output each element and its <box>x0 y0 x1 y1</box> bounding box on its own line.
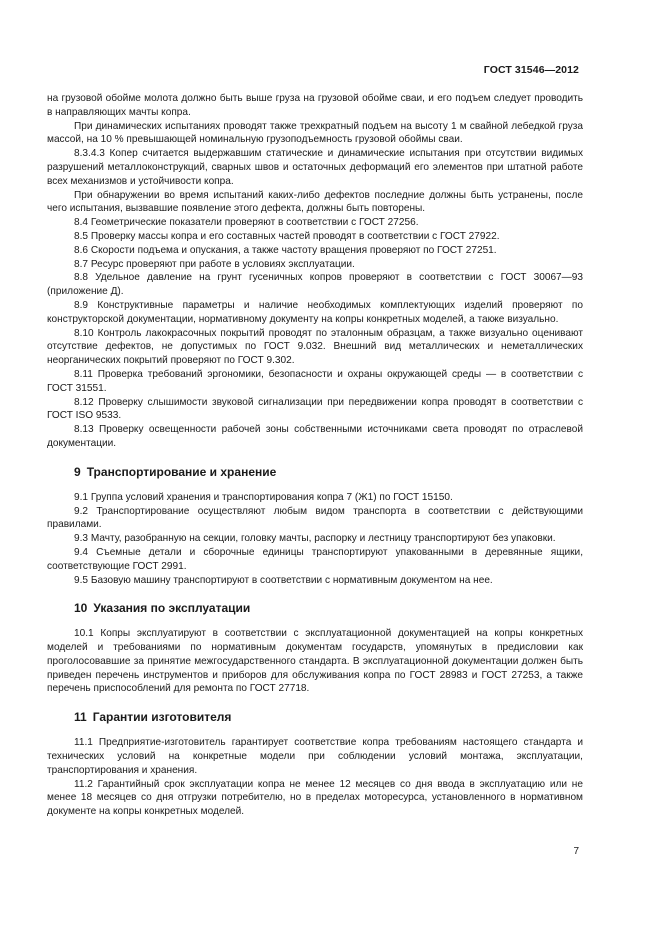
paragraph: 11.2 Гарантийный срок эксплуатации копра не менее 12 месяцев со дня ввода в эксплуатацию или не менее 18 месяцев со дня отгрузки потребителю, но в пределах моторесурса, установленного в нормативном документе на копры конкретных моделей. <box>47 778 583 818</box>
paragraph: 11.1 Предприятие-изготовитель гарантирует соответствие копра требованиям настоящего стандарта и технических условий на конкретные модели при соблюдении условий монтажа, эксплуатации, транспортирования и хранения. <box>47 737 583 776</box>
paragraph: 8.3.4.3 Копер считается выдержавшим статические и динамические испытания при отсутствии видимых разрушений металлоконструкций, сварных швов и остаточных деформаций его элементов при штатной работе всех механизмов и устойчивости копра. <box>47 148 583 187</box>
paragraph: на грузовой обойме молота должно быть выше груза на грузовой обойме сваи, и его подъем следует проводить в направляющих мачты копра. <box>47 93 583 118</box>
document-header: ГОСТ 31546—2012 <box>483 64 579 76</box>
paragraph: 9.1 Группа условий хранения и транспортирования копра 7 (Ж1) по ГОСТ 15150. <box>74 491 453 503</box>
section-number: 11 <box>74 710 87 725</box>
section-number: 9 <box>74 464 81 479</box>
section-number: 10 <box>74 601 88 616</box>
paragraph: 9.2 Транспортирование осуществляют любым видом транспорта в соответствии с действующими правилами. <box>47 505 583 531</box>
paragraph: При динамических испытаниях проводят также трехкратный подъем на высоту 1 м свайной лебедкой груза массой, на 10 % превышающей номинальную грузоподъемность грузовой обоймы сваи. <box>47 120 583 146</box>
paragraph: 8.7 Ресурс проверяют при работе в условиях эксплуатации. <box>74 258 355 270</box>
document-body <box>47 92 583 819</box>
paragraph: 9.3 Мачту, разобранную на секции, головку мачты, распорку и лестницу транспортируют без упаковки. <box>74 533 556 545</box>
section-heading-9 <box>47 465 583 479</box>
section-title: Указания по эксплуатации <box>93 601 251 616</box>
paragraph: 10.1 Копры эксплуатируют в соответствии с эксплуатационной документацией на копры конкретных моделей и требованиями по нормативным документам государств, упомянутых в предисловии как проголосовавшие за принятие межгосударственного стандарта. В эксплуатационной документации должен быть приведен перечень инструментов и приборов для обслуживания копра по ГОСТ 28983 и ГОСТ 27253, а также перечень приспособлений для ремонта по ГОСТ 27718. <box>47 628 583 695</box>
paragraph: 8.11 Проверка требований эргономики, безопасности и охраны окружающей среды — в соответствии с ГОСТ 31551. <box>47 368 583 394</box>
page-number: 7 <box>573 846 579 857</box>
paragraph: 9.5 Базовую машину транспортируют в соответствии с нормативным документом на нее. <box>74 574 493 586</box>
paragraph: 8.9 Конструктивные параметры и наличие необходимых комплектующих изделий проверяют по конструкторской документации, нормативному документу на копры конкретных моделей, а также визуально. <box>47 299 583 325</box>
paragraph: 8.13 Проверку освещенности рабочей зоны собственными источниками света проводят по отраслевой документации. <box>47 424 583 449</box>
paragraph: 8.6 Скорости подъема и опускания, а также частоту вращения проверяют по ГОСТ 27251. <box>74 244 497 256</box>
paragraph: 8.8 Удельное давление на грунт гусеничных копров проверяют в соответствии с ГОСТ 30067—93 (приложение Д). <box>47 272 583 298</box>
section-title: Гарантии изготовителя <box>92 710 232 725</box>
section-heading-10 <box>47 601 583 615</box>
paragraph: 8.5 Проверку массы копра и его составных частей проводят в соответствии с ГОСТ 27922. <box>74 230 500 242</box>
paragraph: 8.10 Контроль лакокрасочных покрытий проводят по эталонным образцам, а также визуально оценивают отсутствие дефектов, не допустимых по ГОСТ 9.032. Внешний вид металлических и неметаллических неорганических покрытий проверяют по ГОСТ 9.302. <box>47 327 583 367</box>
paragraph: 8.4 Геометрические показатели проверяют в соответствии с ГОСТ 27256. <box>74 217 419 229</box>
paragraph: 9.4 Съемные детали и сборочные единицы транспортируют упакованными в деревянные ящики, соответствующие ГОСТ 2991. <box>47 546 583 572</box>
section-heading-11 <box>47 710 583 724</box>
section-title: Транспортирование и хранение <box>86 464 277 479</box>
paragraph: При обнаружении во время испытаний каких-либо дефектов последние должны быть устранены, после чего испытания, вызвавшие появление этого дефекта, должны быть повторены. <box>47 189 583 215</box>
paragraph: 8.12 Проверку слышимости звуковой сигнализации при передвижении копра проводят в соответствии с ГОСТ ISO 9533. <box>47 396 583 422</box>
